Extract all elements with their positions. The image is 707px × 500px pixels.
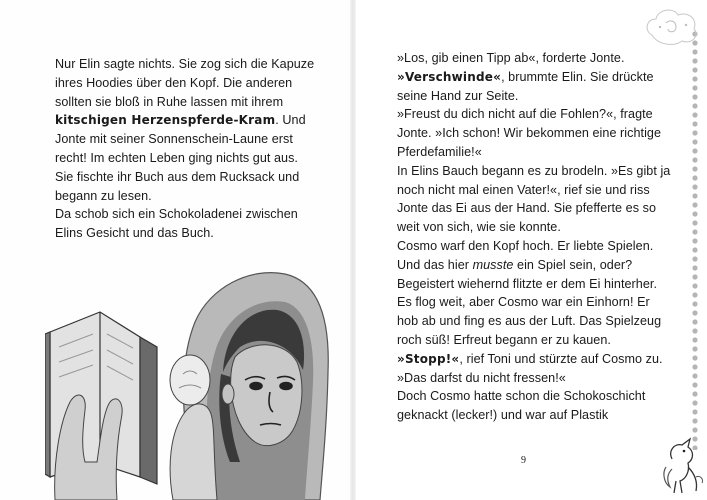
text-line (55, 111, 314, 130)
text-line: Da schob sich ein Schokoladenei zwischen (55, 207, 298, 222)
decor-dot (692, 247, 697, 252)
decor-dot (692, 121, 697, 126)
text-line: begann zu lesen. (55, 188, 152, 203)
decor-dot (692, 229, 697, 234)
decor-dot (692, 400, 697, 405)
decor-dot (692, 175, 697, 180)
decor-dot (692, 256, 697, 261)
text-line: Jonte mit seiner Sonnenschein-Laune erst (55, 132, 293, 147)
right-page-text (397, 49, 670, 425)
ear (222, 384, 234, 404)
decor-dot (692, 85, 697, 90)
decor-dot (692, 67, 697, 72)
decor-dot (692, 301, 697, 306)
text-line: »Das darfst du nicht fressen!« (397, 370, 566, 385)
decor-dot (692, 220, 697, 225)
decor-dot (692, 382, 697, 387)
text-line: weit von sich, wie sie konnte. (397, 220, 561, 235)
decor-dot (692, 202, 697, 207)
left-page-text (55, 55, 314, 243)
decor-dot (692, 283, 697, 288)
decor-dot (692, 76, 697, 81)
highlighted-text: »Stopp!« (397, 351, 460, 366)
decor-dot (692, 103, 697, 108)
text-line: Pferdefamilie!« (397, 144, 482, 159)
decor-dot (692, 355, 697, 360)
decor-dot (692, 391, 697, 396)
decor-dot (692, 157, 697, 162)
highlighted-text: »Verschwinde« (397, 69, 502, 84)
corner-doodle-icon (640, 5, 702, 49)
decor-dot (692, 274, 697, 279)
egg-hand (170, 355, 217, 500)
page-number: 9 (521, 455, 526, 466)
decor-dot (692, 346, 697, 351)
decor-dot (692, 94, 697, 99)
decor-dot (692, 427, 697, 432)
text-line (397, 350, 670, 369)
text-line: hob ab und fing es aus der Luft. Das Spielzeug (397, 314, 662, 329)
text-line: Es flog weit, aber Cosmo war ein Einhorn! Er (397, 295, 650, 310)
decor-dot (692, 337, 697, 342)
text-line: Jonte das Ei aus der Hand. Sie pfefferte es so (397, 201, 656, 216)
text-line: noch nicht mal einen Vater!«, rief sie und riss (397, 182, 650, 197)
decor-dot (692, 148, 697, 153)
text-line: In Elins Bauch begann es zu brodeln. »Es gibt ja (397, 163, 671, 178)
text-line: Jonte. »Ich schon! Wir bekommen eine richtige (397, 126, 662, 141)
decor-dot (692, 373, 697, 378)
decor-dot (692, 49, 697, 54)
decor-dot (692, 409, 697, 414)
text-line: Begeistert wiehernd flitzte er dem Ei hinterher. (397, 276, 657, 291)
decor-dot (692, 211, 697, 216)
text-line: seine Hand zur Seite. (397, 88, 519, 103)
decor-dot (692, 310, 697, 315)
decor-dot (692, 319, 697, 324)
unicorn-doodle-icon (660, 437, 706, 495)
text-line: Sie fischte ihr Buch aus dem Rucksack und (55, 169, 300, 184)
highlighted-text: kitschigen Herzenspferde-Kram (55, 113, 276, 128)
decor-dot (692, 418, 697, 423)
text-line: geknackt (lecker!) und war auf Plastik (397, 408, 609, 423)
decor-dot (692, 58, 697, 63)
text-fragment: , brummte Elin. Sie drückte (501, 69, 654, 84)
dotted-border-decoration (691, 30, 699, 450)
decor-dot (692, 130, 697, 135)
text-line: Doch Cosmo hatte schon die Schokoschicht (397, 389, 646, 404)
text-line: Nur Elin sagte nichts. Sie zog sich die Kapuze (55, 57, 315, 71)
decor-dot (692, 292, 697, 297)
decor-dot (692, 139, 697, 144)
text-line: Cosmo warf den Kopf hoch. Er liebte Spielen. (397, 238, 654, 253)
text-line (397, 256, 670, 275)
decor-dot (692, 238, 697, 243)
text-line: recht! Im echten Leben ging nichts gut aus. (55, 150, 298, 165)
decor-dot (692, 193, 697, 198)
text-line: Elins Gesicht und das Buch. (55, 226, 214, 241)
book-gutter (350, 0, 356, 500)
decor-dot (692, 328, 697, 333)
decor-dot (692, 112, 697, 117)
text-fragment: , rief Toni und stürzte auf Cosmo zu. (459, 351, 663, 366)
text-line: roch süß! Erfreut begann er zu kauen. (397, 332, 611, 347)
decor-dot (692, 166, 697, 171)
decor-dot (692, 265, 697, 270)
text-line: »Los, gib einen Tipp ab«, forderte Jonte. (397, 51, 625, 65)
text-line: »Freust du dich nicht auf die Fohlen?«, fragte (397, 107, 653, 122)
italic-text: musste (472, 257, 514, 272)
girl-reading-illustration (45, 262, 330, 500)
decor-dot (692, 364, 697, 369)
text-line (397, 68, 670, 87)
text-line: sollten sie bloß in Ruhe lassen mit ihrem (55, 94, 284, 109)
text-fragment: . Und (275, 113, 306, 128)
text-fragment: ein Spiel sein, oder? (513, 257, 633, 272)
decor-dot (692, 184, 697, 189)
text-line: ihres Hoodies über den Kopf. Die anderen (55, 75, 293, 90)
text-fragment: Und das hier (397, 257, 473, 272)
